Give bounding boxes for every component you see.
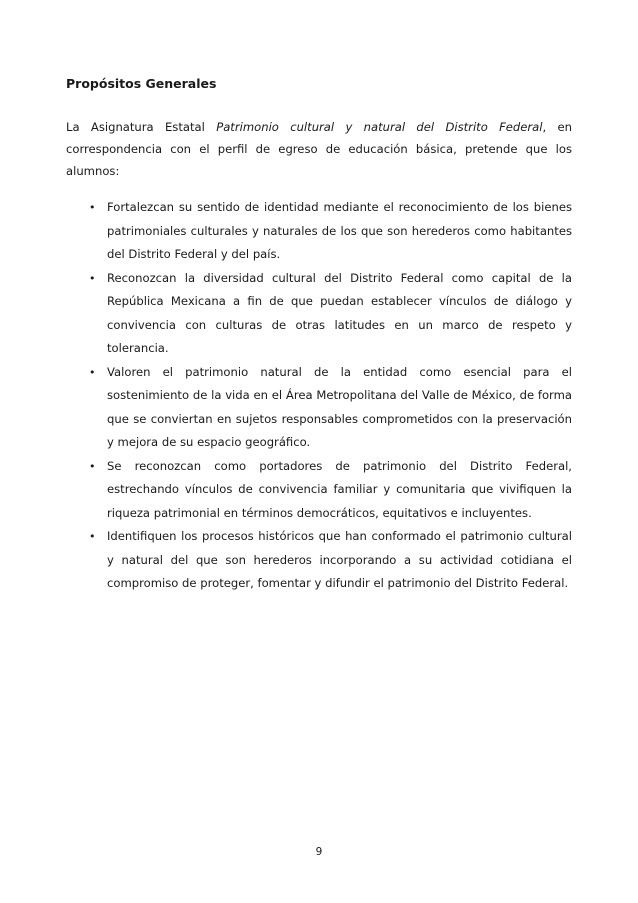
purposes-list — [66, 196, 572, 596]
list-item — [66, 361, 572, 455]
section-heading: Propósitos Generales — [66, 76, 217, 91]
bullet-dot-icon: • — [89, 365, 96, 379]
intro-text-end: , en correspondencia con el perfil de egreso de educación básica, pretende que los alumnos: — [66, 120, 573, 178]
list-item-text: Valoren el patrimonio natural de la entidad como esencial para el sostenimiento de la vida en el Área Metropolitana del Valle de México, de forma que se conviertan en sujetos responsables comprometidos con la preservación y mejora de su espacio geográfico. — [107, 364, 572, 449]
bullet-dot-icon: • — [89, 530, 96, 543]
list-item-text: Se reconozcan como portadores de patrimonio del Distrito Federal, estrechando vínculos de convivencia familiar y comunitaria que vivifiquen la riqueza patrimonial en términos democráticos, equitativos e incluyentes. — [107, 458, 572, 520]
intro-subject-title: Patrimonio cultural y natural del Distrito Federal — [216, 120, 543, 134]
page-number: 9 — [315, 846, 323, 858]
bullet-dot-icon: • — [89, 201, 96, 214]
intro-text-start: La Asignatura Estatal — [66, 120, 217, 134]
list-item — [66, 525, 572, 596]
bullet-dot-icon: • — [89, 459, 96, 473]
intro-paragraph — [66, 116, 572, 182]
list-item — [66, 196, 572, 267]
list-item — [66, 455, 572, 526]
list-item-text: Reconozcan la diversidad cultural del Distrito Federal como capital de la República Mexicana a fin de que puedan establecer vínculos de diálogo y convivencia con culturas de otras latitudes en un marco de respeto y tolerancia. — [107, 270, 572, 355]
list-item-text: Identifiquen los procesos históricos que han conformado el patrimonio cultural y natural del que son herederos incorporando a su actividad cotidiana el compromiso de proteger, fomentar y difundir el patrimonio del Distrito Federal. — [107, 529, 572, 590]
list-item-text: Fortalezcan su sentido de identidad mediante el reconocimiento de los bienes patrimoniales culturales y naturales de los que son herederos como habitantes del Distrito Federal y del país. — [107, 200, 572, 261]
bullet-dot-icon: • — [89, 271, 96, 285]
list-item — [66, 267, 572, 361]
